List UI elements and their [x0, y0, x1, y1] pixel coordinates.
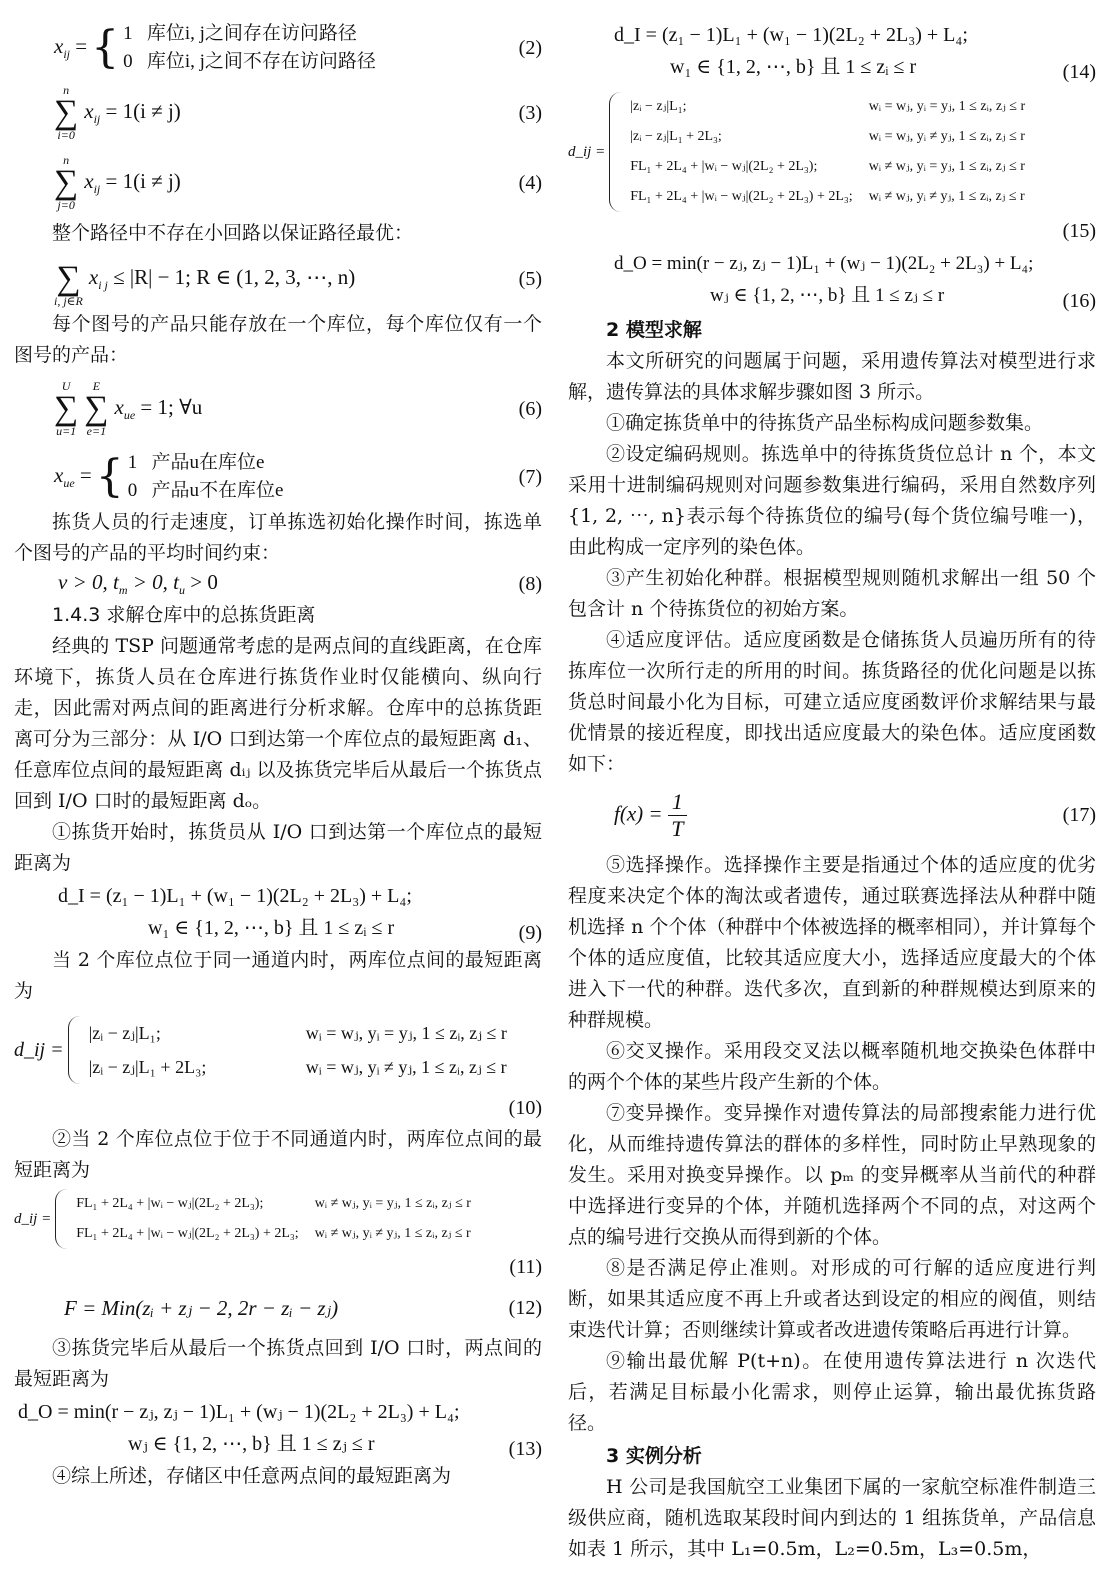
eq9-line1: d_I = (z₁ − 1)L₁ + (w₁ − 1)(2L₂ + 2L₃) + L₄;	[58, 885, 412, 907]
eq8-sub2: u	[179, 583, 186, 598]
paragraph-return-io: ③拣货完毕后从最后一个拣货点回到 I/O 口时，两点间的最短距离为	[14, 1337, 542, 1390]
eq4-rest: = 1(i ≠ j)	[100, 168, 181, 193]
eq5-number: (5)	[518, 267, 542, 290]
eq8-number: (8)	[518, 573, 542, 595]
eq4-variable: x	[84, 168, 94, 193]
eq16-number: (16)	[1062, 290, 1096, 312]
eq12-body: F = Min(zᵢ + zⱼ − 2, 2r − zᵢ − zⱼ)	[64, 1295, 339, 1320]
paragraph-step2: ②设定编码规则。拣选单中的待拣货货位总计 n 个，本文采用十进制编码规则对问题参数集进行编码，采用自然数序列{1, 2, ⋯, n}表示每个待拣货位的编号(每个货位编号唯一)，由此构成一定序列的染色体。	[568, 443, 1096, 558]
eq2-lhs: x	[54, 33, 64, 58]
eq11-lhs: d_ij =	[14, 1210, 52, 1227]
eq6-rest: = 1; ∀u	[135, 394, 203, 419]
eq7-number: (7)	[518, 465, 542, 488]
eq15-row4-expr: FL₁ + 2L₄ + |wᵢ − wⱼ|(2L₂ + 2L₃) + 2L₃;	[630, 189, 853, 204]
paragraph-summary: ④综上所述，存储区中任意两点间的最短距离为	[52, 1465, 452, 1487]
equation-13	[14, 1395, 542, 1461]
paragraph-step7: ⑦变异操作。变异操作对遗传算法的局部搜索能力进行优化，从而维持遗传算法的群体的多样性，同时防止早熟现象的发生。采用对换变异操作。以 pₘ 的变异概率从当前代的种群中选择进行变异的个体，并随机选择两个不同的点，对这两个点的编号进行交换从而得到新的个体。	[568, 1102, 1096, 1248]
eq11-row2-expr: FL₁ + 2L₄ + |wᵢ − wⱼ|(2L₂ + 2L₃) + 2L₃;	[76, 1226, 299, 1241]
equation-11-number-row	[14, 1252, 542, 1283]
eq8-part3: > 0	[185, 570, 218, 595]
paragraph-one-location: 每个图号的产品只能存放在一个库位，每个库位仅有一个图号的产品：	[14, 313, 542, 366]
equation-2: $x_{ij}$ = { 1 库位i, j之间存在访问路径 0 库位i, j之间不存在访问路径 (2)	[54, 22, 542, 73]
eq7-lhs-sub: ue	[63, 476, 75, 491]
eq13-number: (13)	[508, 1438, 542, 1460]
paragraph-case-study: H 公司是我国航空工业集团下属的一家航空标准件制造三级供应商，随机选取某段时间内到达的 1 组拣货单，产品信息如表 1 所示，其中 L₁=0.5m，L₂=0.5m，L₃=0.5m，	[568, 1476, 1096, 1560]
eq3-number: (3)	[518, 101, 542, 124]
paragraph-step6: ⑥交叉操作。采用段交叉法以概率随机地交换染色体群中的两个个体的某些片段产生新的个体。	[568, 1040, 1096, 1093]
equation-14	[568, 18, 1096, 84]
equation-10	[14, 1007, 542, 1093]
paragraph-same-aisle: 当 2 个库位点位于同一通道内时，两库位点间的最短距离为	[14, 949, 542, 1002]
eq6-lower1: u=1	[56, 424, 77, 438]
eq4-number: (4)	[518, 171, 542, 194]
eq11-row2-cond: wᵢ ≠ wⱼ, yᵢ ≠ yⱼ, 1 ≤ zᵢ, zⱼ ≤ r	[314, 1226, 471, 1241]
eq2-case2-text: 库位i, j之间不存在访问路径	[146, 51, 376, 72]
paragraph-speed-constraint: 拣货人员的行走速度，订单拣选初始化操作时间，拣选单个图号的产品的平均时间约束：	[14, 511, 542, 564]
eq9-line2: w₁ ∈ {1, 2, ⋯, b} 且 1 ≤ zᵢ ≤ r	[148, 917, 395, 939]
eq10-row2-expr: |zᵢ − zⱼ|L₁ + 2L₃;	[88, 1057, 207, 1077]
eq10-row2-cond: wᵢ = wⱼ, yᵢ ≠ yⱼ, 1 ≤ zᵢ, zⱼ ≤ r	[305, 1057, 507, 1077]
eq11-number: (11)	[509, 1256, 542, 1278]
equation-3: n ∑ i=0 $x_{ij} = 1(i \ne j)$ (3)	[54, 83, 542, 142]
eq6-lower2: e=1	[86, 424, 107, 438]
eq13-line1: d_O = min(r − zⱼ, zⱼ − 1)L₁ + (wⱼ − 1)(2L₂ + 2L₃) + L₄;	[18, 1401, 460, 1423]
eq15-row	[630, 122, 1091, 152]
eq6-number: (6)	[518, 397, 542, 420]
eq6-variable: x	[114, 394, 124, 419]
section-heading-3: 3 实例分析	[606, 1445, 702, 1467]
paragraph-step8: ⑧是否满足停止准则。对形成的可行解的适应度进行判断，如果其适应度不再上升或者达到设定的相应的阀值，则结束迭代计算；否则继续计算或者改进遗传策略后再进行计算。	[568, 1257, 1096, 1341]
eq2-number: (2)	[518, 36, 542, 59]
eq3-rest: = 1(i ≠ j)	[100, 98, 181, 123]
section-heading-2: 2 模型求解	[606, 319, 702, 341]
paragraph-case1: ①拣货开始时，拣货员从 I/O 口到达第一个库位点的最短距离为	[14, 821, 542, 874]
equation-6: U ∑ u=1 E ∑ e=1 $x_{ue} = 1$; ∀u (6)	[54, 379, 542, 438]
eq9-number: (9)	[518, 922, 542, 944]
left-column	[14, 18, 542, 1492]
eq11-row1-cond: wᵢ ≠ wⱼ, yᵢ = yⱼ, 1 ≤ zᵢ, zⱼ ≤ r	[314, 1196, 471, 1211]
eq8-part1: v > 0, t	[58, 570, 119, 595]
eq7-case1-text: 产品u在库位e	[151, 452, 265, 473]
section-heading-1-4-3: 1.4.3 求解仓库中的总拣货距离	[52, 604, 316, 626]
eq17-number: (17)	[1062, 803, 1096, 826]
eq17-lhs: f(x) =	[614, 800, 663, 825]
eq15-lhs: d_ij =	[568, 143, 606, 160]
equation-7: $x_{ue}$ = { 1 产品u在库位e 0 产品u不在库位e (7)	[54, 451, 542, 502]
equation-11	[14, 1186, 542, 1252]
eq6-upper1: U	[61, 379, 71, 393]
eq15-row4-cond: wᵢ ≠ wⱼ, yᵢ ≠ yⱼ, 1 ≤ zᵢ, zⱼ ≤ r	[868, 189, 1025, 204]
eq7-lhs: x	[54, 462, 64, 487]
eq2-case1-value: 1	[123, 23, 133, 44]
eq13-line2: wⱼ ∈ {1, 2, ⋯, b} 且 1 ≤ zⱼ ≤ r	[128, 1433, 375, 1455]
equation-15	[568, 88, 1096, 216]
eq15-row1-cond: wᵢ = wⱼ, yᵢ = yⱼ, 1 ≤ zᵢ, zⱼ ≤ r	[868, 99, 1026, 114]
eq3-upper-limit: n	[63, 83, 70, 97]
paragraph-step1: ①确定拣货单中的待拣货产品坐标构成问题参数集。	[606, 412, 1044, 434]
paragraph-ga-intro: 本文所研究的问题属于问题，采用遗传算法对模型进行求解，遗传算法的具体求解步骤如图 3 所示。	[568, 350, 1096, 403]
eq7-case2-text: 产品u不在库位e	[151, 480, 284, 501]
right-column	[568, 18, 1096, 1565]
eq16-line1: d_O = min(r − zⱼ, zⱼ − 1)L₁ + (wⱼ − 1)(2L₂ + 2L₃) + L₄;	[614, 253, 1034, 274]
eq5-variable: x	[88, 264, 99, 289]
paragraph-step5: ⑤选择操作。选择操作主要是指通过个体的适应度的优劣程度来决定个体的淘汰或者遗传，通过联赛选择法从种群中随机选择 n 个个体（种群中个体被选择的概率相同），并计算每个个体的适应度值，比较其适应度大小，选择适应度最大的个体进入下一代的种群。迭代多次，直到新的种群规模达到原来的种群规模。	[568, 854, 1096, 1031]
eq3-variable: x	[84, 98, 94, 123]
equation-17	[568, 780, 1096, 850]
eq10-row1-expr: |zᵢ − zⱼ|L₁;	[88, 1023, 161, 1043]
paragraph-step3: ③产生初始化种群。根据模型规则随机求解出一组 50 个包含计 n 个待拣货位的初始方案。	[568, 567, 1096, 620]
eq5-lower-limit: i, j∈R	[54, 294, 83, 308]
eq17-numerator: 1	[668, 789, 687, 816]
equation-9	[14, 879, 542, 945]
eq15-row2-cond: wᵢ = wⱼ, yᵢ ≠ yⱼ, 1 ≤ zᵢ, zⱼ ≤ r	[868, 129, 1025, 144]
eq12-number: (12)	[508, 1296, 542, 1319]
equation-10-number-row	[14, 1093, 542, 1124]
eq6-upper2: E	[92, 379, 101, 393]
eq15-row	[630, 152, 1091, 182]
eq6-subscript: ue	[123, 408, 136, 422]
paragraph-step4: ④适应度评估。适应度函数是仓储拣货人员遍历所有的待拣库位一次所行走的所用的时间。拣货路径的优化问题是以拣货总时间最小化为目标，可建立适应度函数评价求解结果与最优情景的接近程度，即找出适应度最大的染色体。适应度函数如下：	[568, 629, 1096, 775]
eq11-row1-expr: FL₁ + 2L₄ + |wᵢ − wⱼ|(2L₂ + 2L₃);	[76, 1196, 264, 1211]
eq15-row3-expr: FL₁ + 2L₄ + |wᵢ − wⱼ|(2L₂ + 2L₃);	[630, 159, 818, 174]
eq3-subscript: ij	[93, 112, 101, 126]
eq15-row2-expr: |zᵢ − zⱼ|L₁ + 2L₃;	[630, 129, 722, 144]
eq15-rows	[630, 92, 1091, 212]
eq14-number: (14)	[1062, 61, 1096, 83]
paragraph-loop-constraint: 整个路径中不存在小回路以保证路径最优：	[52, 222, 414, 244]
equation-5: ∑ i, j∈R $x_{i j} \le |R| - 1$; R ∈ (1, 2, 3, ⋯, n) (5)	[54, 260, 542, 308]
equation-4: n ∑ j=0 $x_{ij} = 1(i \ne j)$ (4)	[54, 153, 542, 212]
eq15-number: (15)	[1062, 220, 1096, 242]
eq8-part2: > 0, t	[127, 570, 180, 595]
equation-16	[568, 247, 1096, 313]
eq4-subscript: ij	[93, 182, 101, 196]
equation-15-number-row	[568, 216, 1096, 247]
eq17-denominator: T	[671, 815, 684, 841]
equation-8	[14, 569, 542, 600]
eq4-upper-limit: n	[63, 153, 70, 167]
eq10-row1-cond: wᵢ = wⱼ, yᵢ = yⱼ, 1 ≤ zᵢ, zⱼ ≤ r	[305, 1023, 507, 1043]
eq14-line2: w₁ ∈ {1, 2, ⋯, b} 且 1 ≤ zᵢ ≤ r	[670, 56, 917, 78]
eq15-row	[630, 92, 1091, 122]
eq15-row	[630, 182, 1091, 212]
eq7-case2-value: 0	[127, 480, 138, 501]
eq3-lower-limit: i=0	[57, 128, 75, 142]
eq10-lhs: d_ij =	[14, 1038, 64, 1061]
eq5-rest: ≤ |R| − 1; R ∈ (1, 2, 3, ⋯, n)	[107, 264, 356, 289]
equation-12	[14, 1283, 542, 1333]
eq8-sub1: m	[118, 583, 128, 598]
eq15-row1-expr: |zᵢ − zⱼ|L₁;	[630, 99, 687, 114]
paragraph-different-aisle: ②当 2 个库位点位于位于不同通道内时，两库位点间的最短距离为	[14, 1128, 542, 1181]
paragraph-tsp: 经典的 TSP 问题通常考虑的是两点间的直线距离，在仓库环境下，拣货人员在仓库进行拣货作业时仅能横向、纵向行走，因此需对两点间的距离进行分析求解。仓库中的总拣货距离可分为三部分：从 I/O 口到达第一个库位点的最短距离 d₁、任意库位点间的最短距离 dᵢⱼ 以及拣货完毕后从最后一个拣货点回到 I/O 口时的最短距离 dₒ。	[14, 635, 542, 812]
eq4-lower-limit: j=0	[57, 198, 75, 212]
eq7-case1-value: 1	[127, 452, 138, 473]
eq14-line1: d_I = (z₁ − 1)L₁ + (w₁ − 1)(2L₂ + 2L₃) + L₄;	[614, 24, 968, 46]
eq2-case1-text: 库位i, j之间存在访问路径	[146, 23, 357, 44]
eq5-subscript: i j	[98, 278, 108, 292]
eq2-lhs-sub: ij	[63, 47, 70, 62]
eq16-line2: wⱼ ∈ {1, 2, ⋯, b} 且 1 ≤ zⱼ ≤ r	[710, 285, 945, 306]
eq10-number: (10)	[508, 1097, 542, 1119]
eq2-case2-value: 0	[123, 51, 133, 72]
paragraph-step9: ⑨输出最优解 P(t+n)。在使用遗传算法进行 n 次迭代后，若满足目标最小化需求，则停止运算，输出最优拣货路径。	[568, 1350, 1096, 1434]
eq15-row3-cond: wᵢ ≠ wⱼ, yᵢ = yⱼ, 1 ≤ zᵢ, zⱼ ≤ r	[868, 159, 1025, 174]
